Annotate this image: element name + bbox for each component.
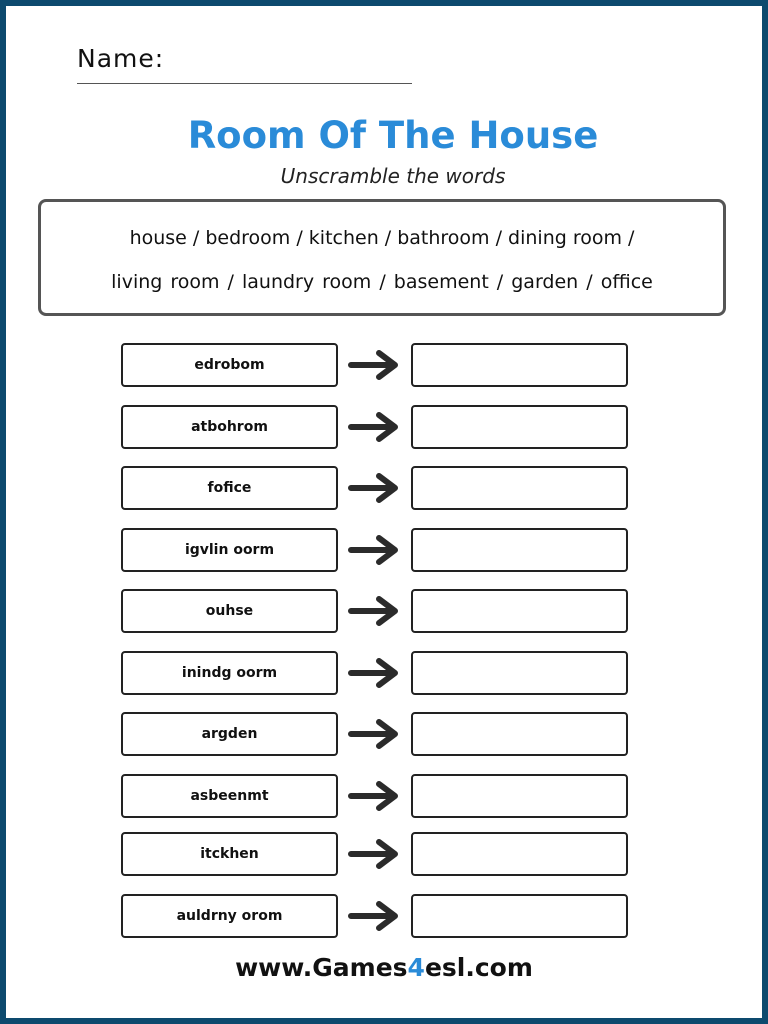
worksheet-title: Room Of The House: [187, 114, 599, 157]
arrow-right-icon: [347, 780, 402, 812]
arrow-right-icon: [347, 718, 402, 750]
worksheet-subtitle: Unscramble the words: [280, 164, 506, 188]
scrambled-word: argden: [121, 712, 338, 756]
arrow-right-icon: [347, 900, 402, 932]
name-line[interactable]: [77, 83, 412, 84]
worksheet-page: [6, 6, 762, 1018]
arrow-right-icon: [347, 838, 402, 870]
scrambled-word: fofice: [121, 466, 338, 510]
arrow-right-icon: [347, 411, 402, 443]
word-bank-line-2: living room / laundry room / basement / garden / office: [111, 271, 653, 293]
answer-input[interactable]: [411, 528, 628, 572]
answer-input[interactable]: [411, 589, 628, 633]
footer-url-prefix: www.Games: [235, 953, 408, 982]
answer-input[interactable]: [411, 832, 628, 876]
scrambled-word: atbohrom: [121, 405, 338, 449]
arrow-right-icon: [347, 349, 402, 381]
exercise-row: [6, 343, 762, 387]
answer-input[interactable]: [411, 712, 628, 756]
arrow-right-icon: [347, 657, 402, 689]
scrambled-word: itckhen: [121, 832, 338, 876]
answer-input[interactable]: [411, 651, 628, 695]
scrambled-word: inindg oorm: [121, 651, 338, 695]
word-bank: [38, 199, 726, 316]
exercise-row: [6, 832, 762, 876]
exercise-row: [6, 528, 762, 572]
answer-input[interactable]: [411, 774, 628, 818]
footer-url-suffix: esl.com: [424, 953, 533, 982]
arrow-right-icon: [347, 534, 402, 566]
scrambled-word: auldrny orom: [121, 894, 338, 938]
answer-input[interactable]: [411, 405, 628, 449]
footer-url[interactable]: [6, 953, 762, 982]
exercise-row: [6, 589, 762, 633]
exercise-row: [6, 466, 762, 510]
arrow-right-icon: [347, 472, 402, 504]
exercise-row: [6, 712, 762, 756]
scrambled-word: asbeenmt: [121, 774, 338, 818]
answer-input[interactable]: [411, 466, 628, 510]
answer-input[interactable]: [411, 894, 628, 938]
word-bank-line-1: house / bedroom / kitchen / bathroom / dining room /: [129, 227, 635, 249]
exercise-row: [6, 774, 762, 818]
scrambled-word: ouhse: [121, 589, 338, 633]
answer-input[interactable]: [411, 343, 628, 387]
exercise-row: [6, 405, 762, 449]
exercise-row: [6, 651, 762, 695]
footer-url-accent: 4: [407, 953, 425, 982]
exercise-row: [6, 894, 762, 938]
scrambled-word: igvlin oorm: [121, 528, 338, 572]
name-label: Name:: [77, 44, 165, 73]
arrow-right-icon: [347, 595, 402, 627]
scrambled-word: edrobom: [121, 343, 338, 387]
